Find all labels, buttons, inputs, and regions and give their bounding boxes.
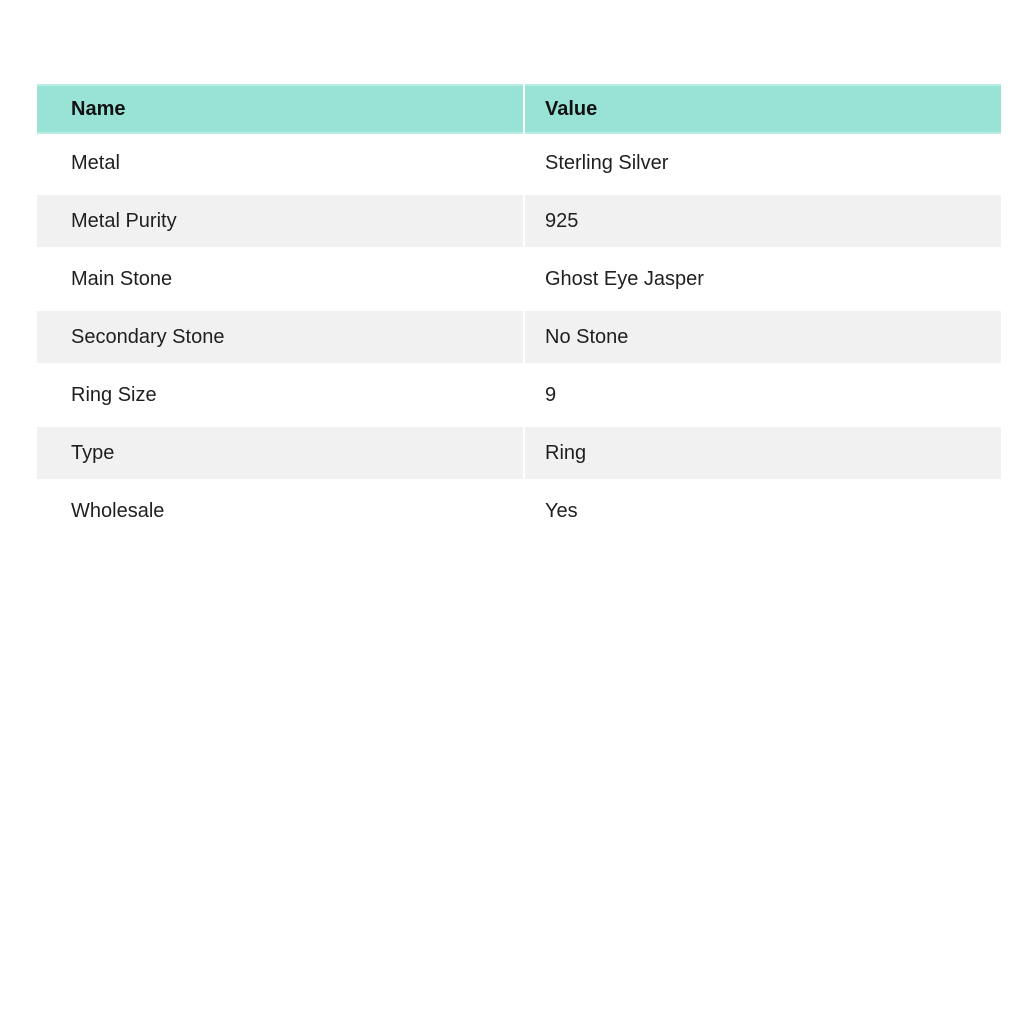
attribute-name: Metal Purity xyxy=(37,195,523,247)
table-row xyxy=(37,308,1001,366)
attribute-name: Metal xyxy=(71,151,120,174)
table-row xyxy=(37,192,1001,250)
attribute-name: Ring Size xyxy=(71,383,157,406)
attribute-name: Main Stone xyxy=(71,267,173,290)
attribute-value: No Stone xyxy=(525,311,1001,363)
attribute-value: 9 xyxy=(545,383,557,406)
column-header-value: Value xyxy=(525,84,1001,134)
table-row xyxy=(37,250,1001,308)
table-row xyxy=(37,134,1001,192)
table-row xyxy=(37,366,1001,424)
table-row xyxy=(37,424,1001,482)
product-attributes-table xyxy=(37,84,1001,540)
attribute-value: Ghost Eye Jasper xyxy=(545,267,704,290)
attribute-value: 925 xyxy=(525,195,1001,247)
attribute-value: Yes xyxy=(545,499,578,522)
attribute-name: Wholesale xyxy=(71,499,165,522)
column-header-name: Name xyxy=(37,84,523,134)
attribute-value: Ring xyxy=(525,427,1001,479)
table-row xyxy=(37,482,1001,540)
attribute-value: Sterling Silver xyxy=(545,151,669,174)
table-header-row xyxy=(37,84,1001,134)
attribute-name: Type xyxy=(37,427,523,479)
attribute-name: Secondary Stone xyxy=(37,311,523,363)
